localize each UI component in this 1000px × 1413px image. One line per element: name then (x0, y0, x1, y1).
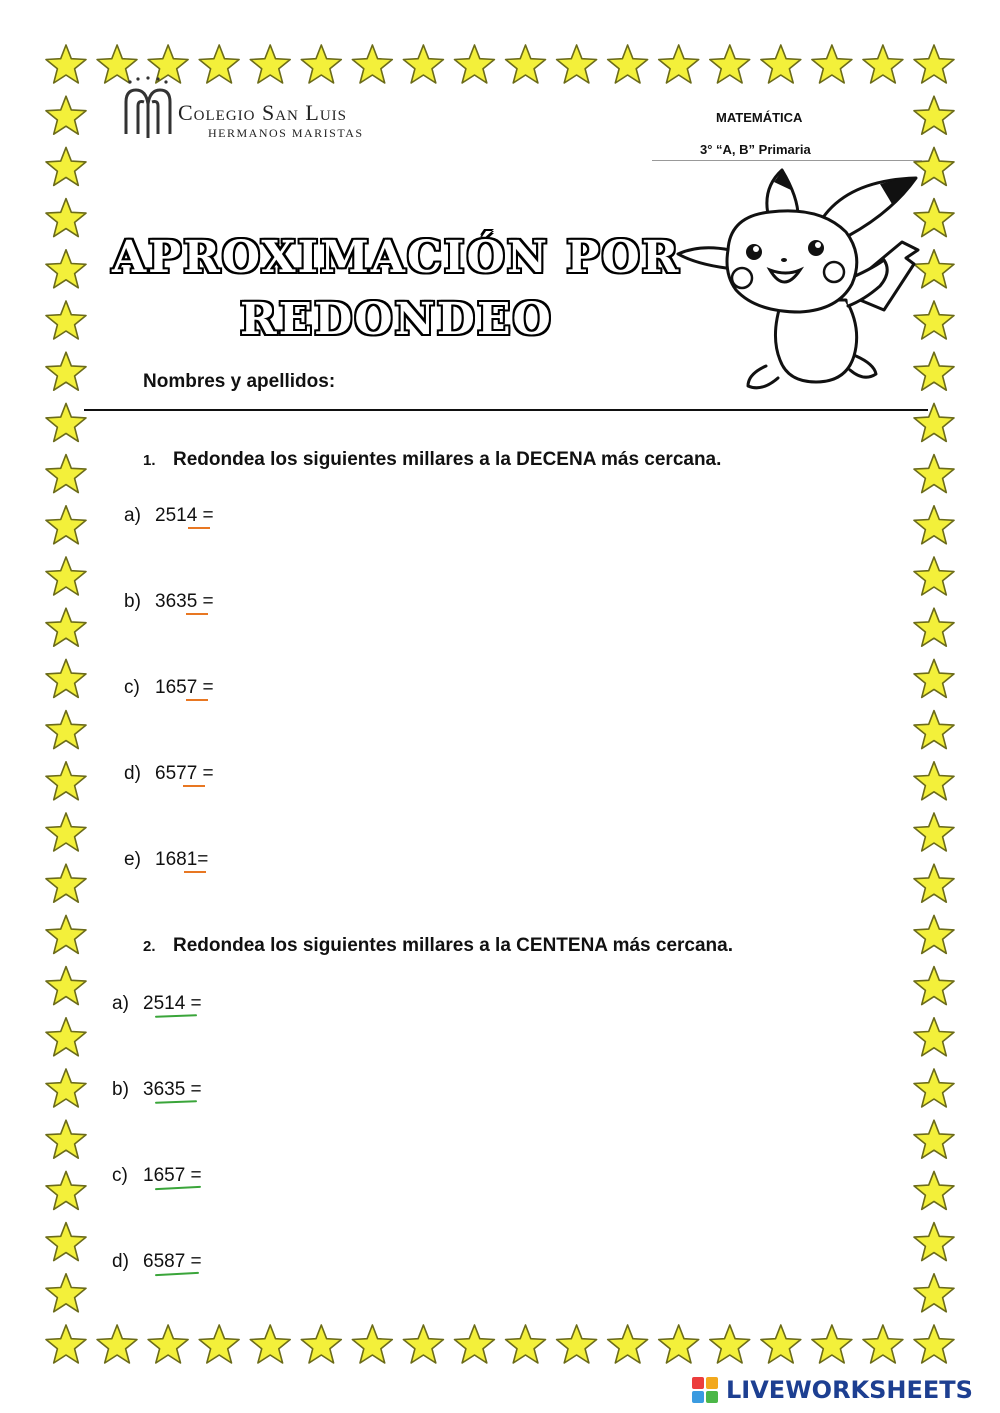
list-item (112, 993, 202, 1015)
star-icon (46, 96, 86, 134)
list-item (124, 505, 214, 527)
star-icon (46, 659, 86, 697)
star-icon (914, 96, 954, 134)
item-label: b) (112, 1079, 129, 1100)
item-value: 6577 = (155, 763, 214, 784)
star-icon (710, 1325, 750, 1363)
star-icon (557, 45, 597, 83)
names-label: Nombres y apellidos: (143, 371, 336, 392)
item-value: 3635 = (143, 1079, 202, 1100)
star-icon (46, 455, 86, 493)
star-icon (914, 1274, 954, 1312)
school-subtitle: HERMANOS MARISTAS (208, 126, 364, 140)
star-icon (301, 1325, 341, 1363)
list-item (112, 1251, 202, 1273)
star-icon (761, 1325, 801, 1363)
page-title-line1: APROXIMACIÓN POR (112, 232, 681, 283)
star-icon (863, 45, 903, 83)
list-item (124, 849, 208, 871)
star-icon (914, 506, 954, 544)
underline-mark (184, 871, 206, 873)
star-icon (914, 864, 954, 902)
star-icon (199, 45, 239, 83)
star-icon (455, 45, 495, 83)
subject-label: MATEMÁTICA (716, 110, 803, 125)
item-value: 6587 = (143, 1251, 202, 1272)
star-icon (46, 301, 86, 339)
instruction-text: Redondea los siguientes millares a la CENTENA más cercana. (173, 935, 734, 956)
list-item (124, 763, 214, 785)
star-icon (250, 45, 290, 83)
star-icon (46, 199, 86, 237)
item-label: a) (112, 993, 129, 1014)
name-line-divider (84, 409, 928, 411)
star-icon (914, 915, 954, 953)
star-icon (914, 1325, 954, 1363)
star-icon (914, 813, 954, 851)
star-icon (403, 1325, 443, 1363)
star-icon (914, 455, 954, 493)
item-value: 2514 = (143, 993, 202, 1014)
star-icon (506, 45, 546, 83)
instruction-text: Redondea los siguientes millares a la DECENA más cercana. (173, 449, 722, 470)
star-icon (46, 1018, 86, 1056)
instruction-number: 2. (143, 938, 156, 955)
star-icon (608, 1325, 648, 1363)
star-icon (914, 967, 954, 1005)
star-icon (46, 864, 86, 902)
item-label: c) (112, 1165, 128, 1186)
item-value: 1657 = (155, 677, 214, 698)
item-label: b) (124, 591, 141, 612)
star-icon (46, 1120, 86, 1158)
star-icon (914, 1120, 954, 1158)
item-value: 2514 = (155, 505, 214, 526)
star-icon (46, 45, 86, 83)
pikachu-illustration (670, 160, 938, 400)
star-icon (863, 1325, 903, 1363)
star-icon (914, 608, 954, 646)
star-icon (46, 506, 86, 544)
star-icon (659, 1325, 699, 1363)
star-icon (97, 1325, 137, 1363)
item-label: d) (112, 1251, 129, 1272)
star-icon (46, 1325, 86, 1363)
instruction-2 (143, 935, 733, 957)
star-icon (148, 1325, 188, 1363)
item-label: e) (124, 849, 141, 870)
star-icon (659, 45, 699, 83)
star-icon (46, 403, 86, 441)
page-title-line2: REDONDEO (240, 294, 553, 345)
liveworksheets-brand[interactable] (690, 1376, 973, 1404)
star-icon (914, 1223, 954, 1261)
star-icon (812, 45, 852, 83)
star-icon (352, 1325, 392, 1363)
item-value: 1681= (155, 849, 209, 870)
item-label: d) (124, 763, 141, 784)
star-icon (46, 250, 86, 288)
star-icon (455, 1325, 495, 1363)
underline-mark (186, 699, 208, 701)
item-label: c) (124, 677, 140, 698)
liveworksheets-logo-icon (690, 1377, 722, 1403)
star-icon (46, 147, 86, 185)
star-icon (710, 45, 750, 83)
underline-mark (186, 613, 208, 615)
list-item (124, 677, 214, 699)
star-icon (46, 1223, 86, 1261)
star-icon (557, 1325, 597, 1363)
star-icon (199, 1325, 239, 1363)
star-icon (46, 557, 86, 595)
list-item (112, 1165, 202, 1187)
list-item (124, 591, 214, 613)
star-icon (46, 967, 86, 1005)
star-icon (46, 762, 86, 800)
star-icon (914, 711, 954, 749)
item-value: 3635 = (155, 591, 214, 612)
star-icon (914, 762, 954, 800)
star-icon (46, 711, 86, 749)
item-value: 1657 = (143, 1165, 202, 1186)
underline-mark (188, 527, 210, 529)
star-icon (46, 1171, 86, 1209)
star-icon (914, 1069, 954, 1107)
star-icon (403, 45, 443, 83)
item-label: a) (124, 505, 141, 526)
star-icon (46, 608, 86, 646)
school-name: Colegio San Luis (178, 100, 348, 125)
underline-mark (183, 785, 205, 787)
list-item (112, 1079, 202, 1101)
star-icon (46, 1274, 86, 1312)
star-icon (812, 1325, 852, 1363)
star-icon (914, 557, 954, 595)
star-icon (608, 45, 648, 83)
grade-label: 3° “A, B” Primaria (700, 142, 811, 157)
star-icon (46, 813, 86, 851)
star-icon (301, 45, 341, 83)
star-icon (914, 45, 954, 83)
star-icon (914, 1018, 954, 1056)
star-icon (46, 915, 86, 953)
star-icon (914, 659, 954, 697)
brand-text: LIVEWORKSHEETS (726, 1376, 973, 1404)
star-icon (914, 1171, 954, 1209)
instruction-1 (143, 449, 721, 471)
star-icon (46, 1069, 86, 1107)
star-icon (46, 352, 86, 390)
star-icon (352, 45, 392, 83)
star-icon (506, 1325, 546, 1363)
colegio-logo-icon (118, 76, 178, 142)
instruction-number: 1. (143, 452, 156, 469)
star-icon (761, 45, 801, 83)
star-icon (250, 1325, 290, 1363)
